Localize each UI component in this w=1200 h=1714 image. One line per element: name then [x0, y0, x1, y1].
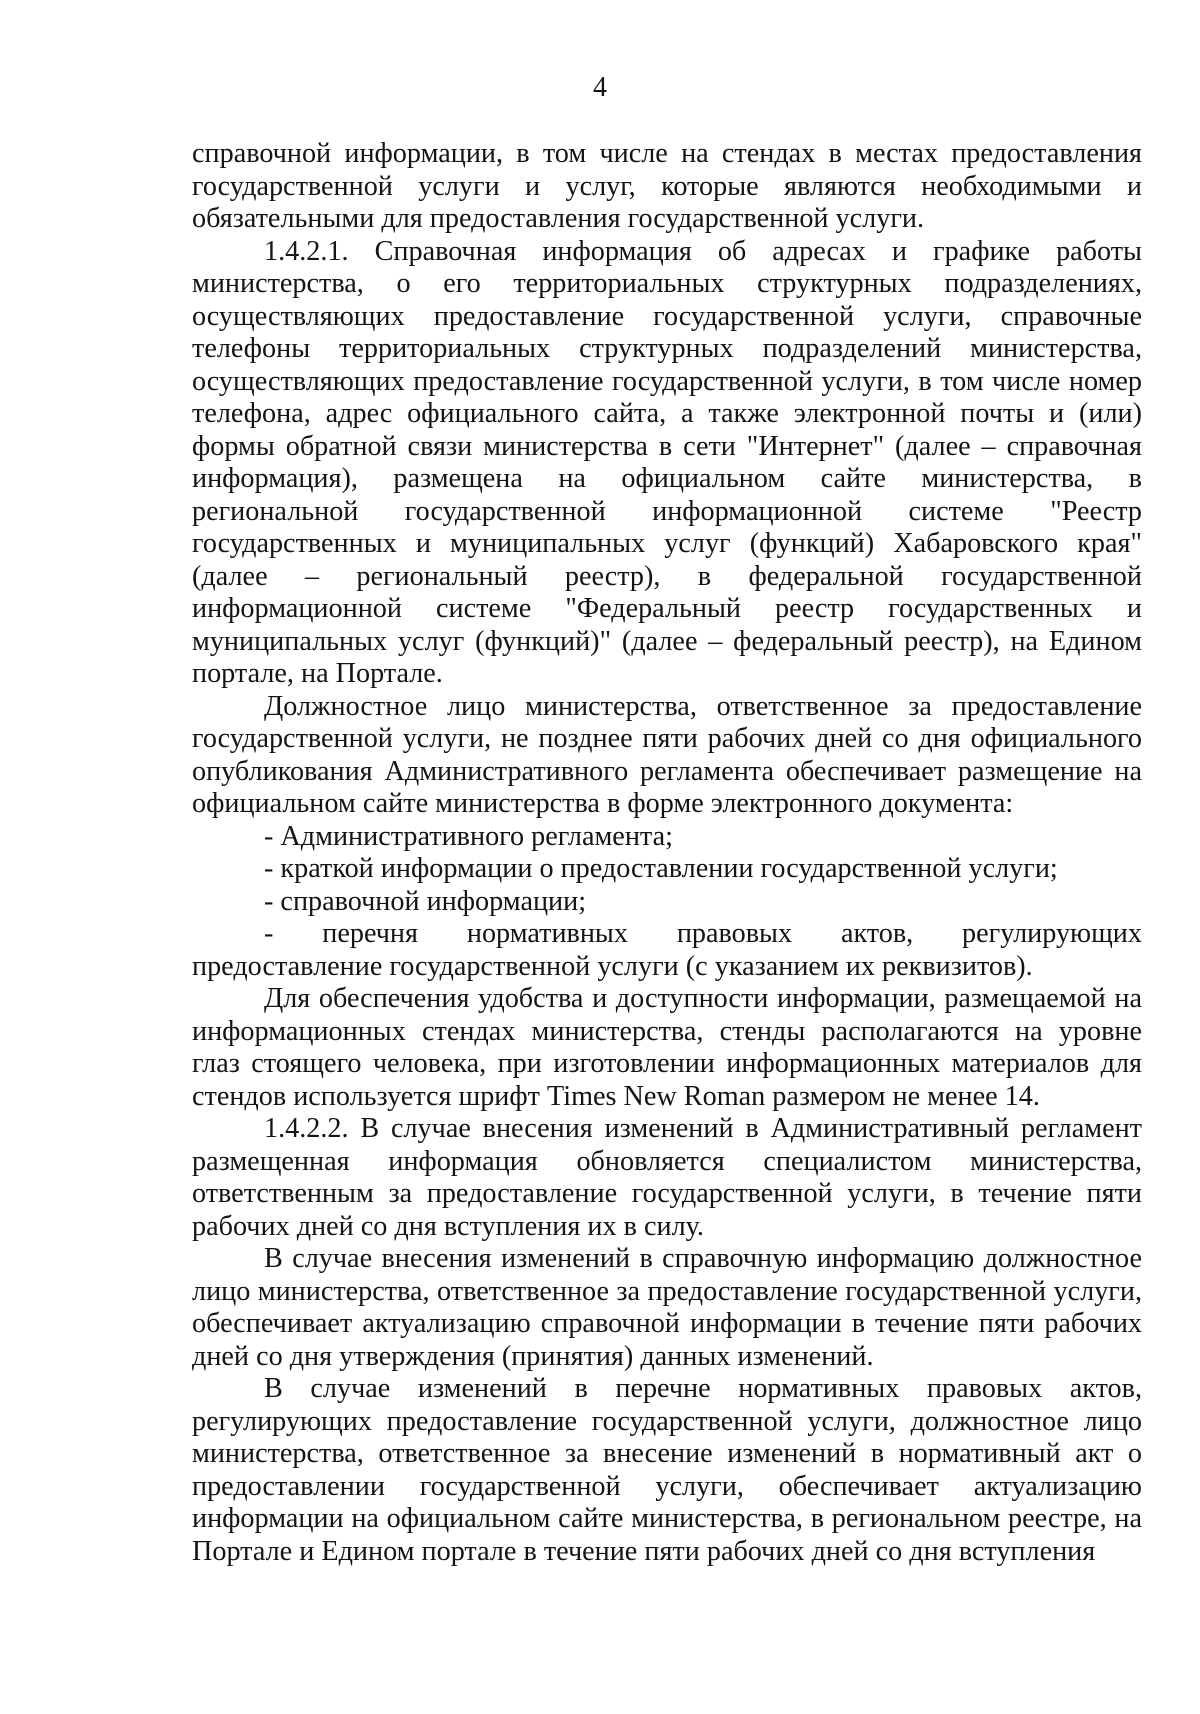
paragraph-reference-changes: В случае внесения изменений в справочную информацию должностное лицо министерства, ответственное за предоставление государственной услуги, обеспечивает актуализацию справочной информации в течение пяти рабочих дней со дня утверждения (принятия) данных изменений. [192, 1243, 1142, 1372]
list-item-legal-acts-continuation: предоставление государственной услуги (с указанием их реквизитов). [192, 950, 1033, 982]
list-item-brief-info: - краткой информации о предоставлении государственной услуги; [264, 853, 1058, 884]
paragraph-legal-acts-changes: В случае изменений в перечне нормативных правовых актов, регулирующих предоставление государственной услуги, должностное лицо министерства, ответственное за внесение изменений в нормативный акт о предоставлении государственной услуги, обеспечивает актуализацию информации на официальном сайте министерства, в региональном реестре, на Портале и Едином портале в течение пяти рабочих дней со дня вступления [192, 1373, 1142, 1567]
page-number: 4 [593, 72, 607, 103]
list-item-legal-acts: - перечня нормативных правовых актов, регулирующих [264, 918, 1142, 949]
list-item-reference-info: - справочной информации; [264, 885, 587, 917]
paragraph-official-duties: Должностное лицо министерства, ответственное за предоставление государственной услуги, не позднее пяти рабочих дней со дня официального опубликования Административного регламента обеспечивает размещение на официальном сайте министерства в форме электронного документа: [192, 690, 1142, 819]
paragraph-stands: Для обеспечения удобства и доступности информации, размещаемой на информационных стендах министерства, стенды располагаются на уровне глаз стоящего человека, при изготовлении информационных материалов для стендов используется шрифт Times New Roman размером не менее 14. [192, 983, 1142, 1112]
paragraph-1-4-2-2: 1.4.2.2. В случае внесения изменений в Административный регламент размещенная информация обновляется специалистом министерства, ответственным за предоставление государственной услуги, в течение пяти рабочих дней со дня вступления их в силу. [192, 1113, 1142, 1242]
list-item-regulation: - Административного регламента; [264, 820, 673, 852]
paragraph-continuation: справочной информации, в том числе на стендах в местах предоставления государственной услуги и услуг, которые являются необходимыми и обязательными для предоставления государственной услуги. [192, 138, 1142, 234]
paragraph-1-4-2-1: 1.4.2.1. Справочная информация об адресах и графике работы министерства, о его территориальных структурных подразделениях, осуществляющих предоставление государственной услуги, справочные телефоны территориальных структурных подразделений министерства, осуществляющих предоставление государственной услуги, в том числе номер телефона, адрес официального сайта, а также электронной почты и (или) формы обратной связи министерства в сети "Интернет" (далее – справочная информация), размещена на официальном сайте министерства, в региональной государственной информационной системе "Реестр государственных и муниципальных услуг (функций) Хабаровского края" (далее – региональный реестр), в федеральной государственной информационной системе "Федеральный реестр государственных и муниципальных услуг (функций)" (далее – федеральный реестр), на Едином портале, на Портале. [192, 235, 1142, 689]
document-body [192, 138, 1142, 1568]
